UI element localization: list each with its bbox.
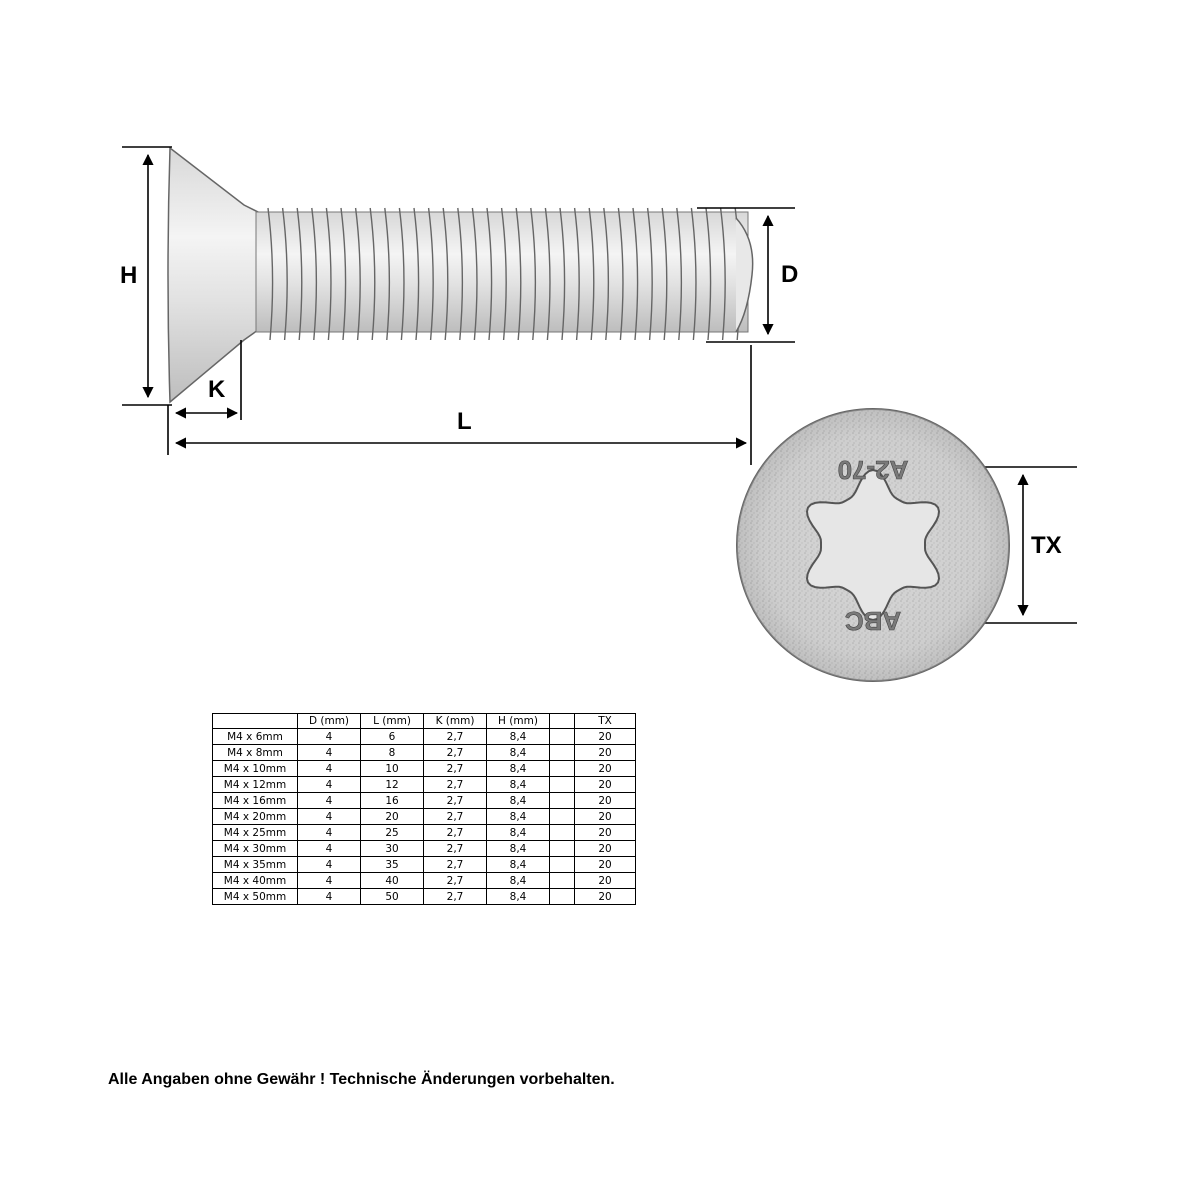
head-marking-grade: A2-70 (837, 455, 909, 485)
table-header-row (213, 714, 636, 729)
table-cell: 4 (298, 889, 361, 905)
table-cell: 8,4 (487, 729, 550, 745)
table-cell: 20 (575, 873, 636, 889)
table-cell: 2,7 (424, 729, 487, 745)
table-row-label: M4 x 20mm (213, 809, 298, 825)
column-header: H (mm) (487, 714, 550, 729)
label-tx: TX (1031, 532, 1062, 559)
table-cell: 20 (575, 777, 636, 793)
table-cell: 2,7 (424, 745, 487, 761)
table-row (213, 873, 636, 889)
label-k: K (208, 376, 226, 403)
table-row (213, 825, 636, 841)
table-cell: 20 (575, 761, 636, 777)
table-cell: 2,7 (424, 777, 487, 793)
table-row-label: M4 x 10mm (213, 761, 298, 777)
table-cell: 20 (575, 793, 636, 809)
table-cell: 4 (298, 809, 361, 825)
table-cell: 20 (575, 857, 636, 873)
table-row-label: M4 x 16mm (213, 793, 298, 809)
table-cell: 8,4 (487, 889, 550, 905)
table-cell: 6 (361, 729, 424, 745)
table-cell (550, 825, 575, 841)
table-row-label: M4 x 30mm (213, 841, 298, 857)
table-cell: 20 (575, 825, 636, 841)
table-cell (550, 857, 575, 873)
table-cell (550, 873, 575, 889)
table-cell: 8,4 (487, 745, 550, 761)
table-cell: 2,7 (424, 809, 487, 825)
table-cell: 4 (298, 873, 361, 889)
screw-head (168, 148, 258, 402)
table-cell: 8,4 (487, 777, 550, 793)
table-cell: 20 (361, 809, 424, 825)
table-row (213, 809, 636, 825)
table-cell: 4 (298, 825, 361, 841)
table-cell: 2,7 (424, 841, 487, 857)
screw-tip (736, 218, 753, 332)
table-cell (550, 841, 575, 857)
table-cell: 2,7 (424, 889, 487, 905)
column-header (550, 714, 575, 729)
table-cell (550, 889, 575, 905)
column-header: L (mm) (361, 714, 424, 729)
table-cell: 4 (298, 841, 361, 857)
table-cell: 30 (361, 841, 424, 857)
table-row (213, 777, 636, 793)
table-cell: 8,4 (487, 761, 550, 777)
table-row-label: M4 x 25mm (213, 825, 298, 841)
table-cell: 2,7 (424, 761, 487, 777)
table-cell (550, 745, 575, 761)
table-cell: 2,7 (424, 857, 487, 873)
table-row (213, 793, 636, 809)
table-cell: 50 (361, 889, 424, 905)
table-cell: 4 (298, 777, 361, 793)
table-cell: 40 (361, 873, 424, 889)
table-cell (550, 761, 575, 777)
column-header: K (mm) (424, 714, 487, 729)
table-cell: 8 (361, 745, 424, 761)
table-cell: 2,7 (424, 873, 487, 889)
table-row-label: M4 x 6mm (213, 729, 298, 745)
table-cell: 12 (361, 777, 424, 793)
specification-table (212, 713, 636, 905)
column-header: D (mm) (298, 714, 361, 729)
screw-side-view (168, 148, 753, 402)
table-cell: 4 (298, 729, 361, 745)
head-marking-brand: ABC (844, 606, 902, 636)
table-cell: 4 (298, 745, 361, 761)
table-cell: 16 (361, 793, 424, 809)
table-cell (550, 793, 575, 809)
table-row-label: M4 x 12mm (213, 777, 298, 793)
table-cell: 2,7 (424, 825, 487, 841)
column-header (213, 714, 298, 729)
table-cell: 20 (575, 841, 636, 857)
label-l: L (457, 408, 472, 435)
screw-head-top-view (737, 409, 1009, 681)
table-cell (550, 729, 575, 745)
disclaimer-text: Alle Angaben ohne Gewähr ! Technische Änderungen vorbehalten. (108, 1071, 615, 1088)
table-row (213, 857, 636, 873)
table-cell: 8,4 (487, 825, 550, 841)
table-cell: 4 (298, 761, 361, 777)
column-header: TX (575, 714, 636, 729)
table-cell: 35 (361, 857, 424, 873)
table-cell: 20 (575, 889, 636, 905)
table-cell: 20 (575, 809, 636, 825)
table-row (213, 729, 636, 745)
table-row-label: M4 x 40mm (213, 873, 298, 889)
table-row-label: M4 x 8mm (213, 745, 298, 761)
table-row-label: M4 x 50mm (213, 889, 298, 905)
table-cell (550, 777, 575, 793)
table-row (213, 745, 636, 761)
table-row (213, 841, 636, 857)
table-cell: 8,4 (487, 809, 550, 825)
label-d: D (781, 261, 799, 288)
table-cell: 10 (361, 761, 424, 777)
table-cell: 4 (298, 793, 361, 809)
table-cell: 8,4 (487, 841, 550, 857)
table-cell: 8,4 (487, 873, 550, 889)
table-cell: 4 (298, 857, 361, 873)
table-cell: 20 (575, 745, 636, 761)
table-row (213, 761, 636, 777)
table-cell: 8,4 (487, 793, 550, 809)
table-row (213, 889, 636, 905)
label-h: H (120, 262, 138, 289)
table-cell: 20 (575, 729, 636, 745)
table-row-label: M4 x 35mm (213, 857, 298, 873)
table-cell (550, 809, 575, 825)
table-cell: 25 (361, 825, 424, 841)
table-cell: 8,4 (487, 857, 550, 873)
table-cell: 2,7 (424, 793, 487, 809)
